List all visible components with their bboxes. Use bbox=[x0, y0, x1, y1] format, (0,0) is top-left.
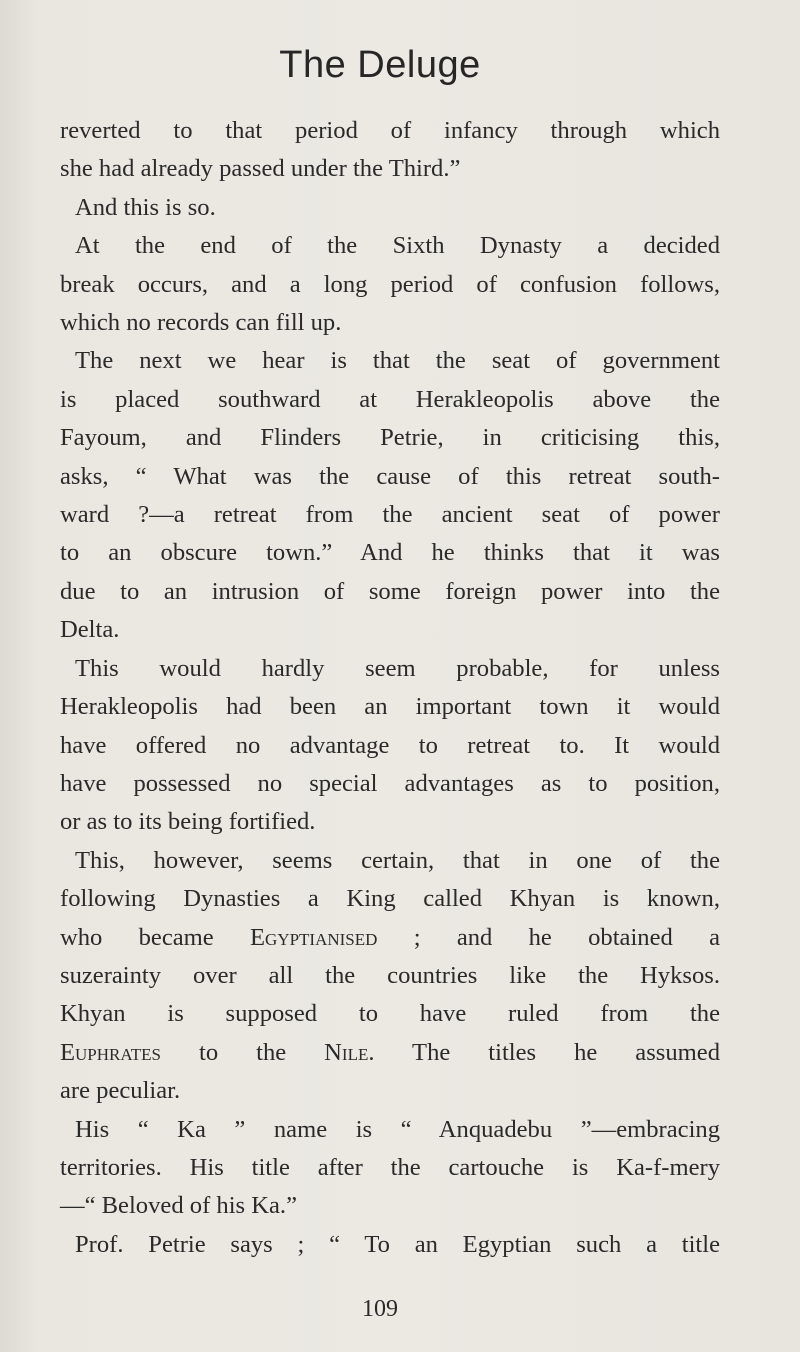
page-number: 109 bbox=[362, 1296, 398, 1322]
text-line: Delta. bbox=[60, 616, 120, 644]
text-line: Euphrates to the Nile. The titles he assumed bbox=[60, 1038, 720, 1066]
text-line: This, however, seems certain, that in one of the bbox=[75, 846, 720, 874]
text-line: At the end of the Sixth Dynasty a decided bbox=[75, 232, 720, 260]
text-line: have offered no advantage to retreat to. It would bbox=[60, 731, 720, 759]
text-line: Fayoum, and Flinders Petrie, in criticising this, bbox=[60, 424, 720, 452]
text-line: who became Egyptianised ; and he obtained a bbox=[60, 923, 720, 951]
running-head: The Deluge bbox=[279, 44, 481, 86]
text-line: reverted to that period of infancy through which bbox=[60, 117, 720, 144]
text-line: This would hardly seem probable, for unless bbox=[75, 654, 720, 682]
text-line: And this is so. bbox=[75, 193, 216, 221]
text-line: Prof. Petrie says ; “ To an Egyptian such a title bbox=[75, 1230, 720, 1258]
text-line: territories. His title after the cartouche is Ka-f-mery bbox=[60, 1153, 720, 1181]
text-line: —“ Beloved of his Ka.” bbox=[60, 1192, 297, 1220]
text-line: His “ Ka ” name is “ Anquadebu ”—embracing bbox=[75, 1115, 720, 1143]
text-line: are peculiar. bbox=[60, 1077, 181, 1105]
text-line: due to an intrusion of some foreign power into the bbox=[60, 577, 720, 605]
text-line: following Dynasties a King called Khyan is known, bbox=[60, 885, 720, 913]
text-line: suzerainty over all the countries like the Hyksos. bbox=[60, 961, 720, 989]
text-line: Herakleopolis had been an important town it would bbox=[60, 693, 720, 721]
text-line: ward ?—a retreat from the ancient seat of power bbox=[60, 501, 720, 529]
text-line: which no records can fill up. bbox=[60, 309, 342, 337]
text-line: she had already passed under the Third.” bbox=[60, 155, 461, 183]
text-line: to an obscure town.” And he thinks that it was bbox=[60, 539, 720, 567]
body-text bbox=[60, 112, 720, 1264]
text-line: asks, “ What was the cause of this retreat south- bbox=[60, 462, 720, 490]
text-line: break occurs, and a long period of confusion follows, bbox=[60, 270, 720, 298]
text-line: The next we hear is that the seat of government bbox=[75, 347, 720, 375]
text-line: have possessed no special advantages as to position, bbox=[60, 769, 720, 797]
text-line: is placed southward at Herakleopolis above the bbox=[60, 385, 720, 413]
text-line: Khyan is supposed to have ruled from the bbox=[60, 1000, 720, 1028]
text-line: or as to its being fortified. bbox=[60, 808, 316, 836]
